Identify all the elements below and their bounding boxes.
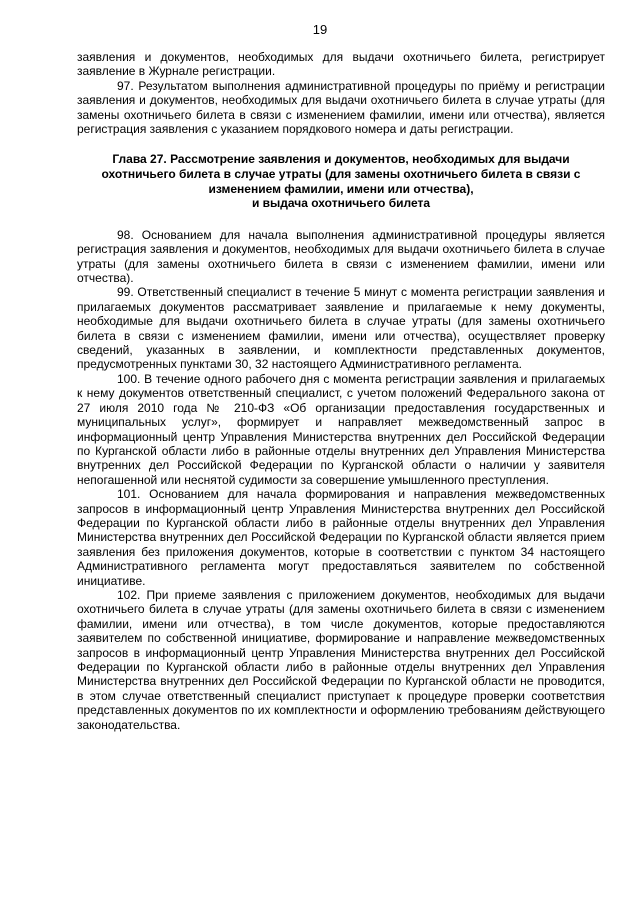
paragraph-97: 97. Результатом выполнения административной процедуры по приёму и регистрации заявления и документов, необходимых для выдачи охотничьего билета в случае утраты (для замены охотничьего билета в связи с изменением фамилии, имени или отчества), является регистрация заявления с указанием порядкового номера и даты регистрации. xyxy=(77,78,605,137)
chapter-heading-line: охотничьего билета в случае утраты (для замены охотничьего билета в связи с xyxy=(101,167,581,182)
chapter-heading-line: и выдача охотничьего билета xyxy=(251,196,431,211)
paragraph-98: 98. Основанием для начала выполнения административной процедуры является регистрация заявления и документов, необходимых для выдачи охотничьего билета в случае утраты (для замены охотничьего билета в связи с изменением фамилии, имени или отчества). xyxy=(77,227,605,286)
paragraph-100: 100. В течение одного рабочего дня с момента регистрации заявления и прилагаемых к нему документов ответственный специалист, с учетом положений Федерального закона от 27 июля 2010 года № 210-ФЗ «Об организации предоставления государственных и муниципальных услуг», формирует и направляет межведомственный запрос в информационный центр Управления Министерства внутренних дел Российской Федерации по Курганской области либо в районные отделы внутренних дел Управления Министерства внутренних дел Российской Федерации по Курганской области о наличии у заявителя непогашенной или неснятой судимости за совершение умышленного преступления. xyxy=(77,371,605,487)
page-content xyxy=(77,50,605,732)
paragraph-102: 102. При приеме заявления с приложением документов, необходимых для выдачи охотничьего билета в случае утраты (для замены охотничьего билета в связи с изменением фамилии, имени или отчества), в том числе документов, которые предоставляются заявителем по собственной инициативе, формирование и направление межведомственных запросов в информационный центр Управления Министерства внутренних дел Российской Федерации по Курганской области либо в районные отделы внутренних дел Управления Министерства внутренних дел Российской Федерации по Курганской области не проводится, в этом случае ответственный специалист приступает к процедуре проверки соответствия представленных документов по их комплектности и оформлению требованиям действующего законодательства. xyxy=(77,587,605,732)
chapter-heading-line: Глава 27. Рассмотрение заявления и документов, необходимых для выдачи xyxy=(112,152,570,167)
chapter-heading xyxy=(77,152,605,210)
paragraph-continuation: заявления и документов, необходимых для выдачи охотничьего билета, регистрирует заявление в Журнале регистрации. xyxy=(77,50,605,79)
chapter-heading-line: изменением фамилии, имени или отчества), xyxy=(208,181,474,196)
paragraph-99: 99. Ответственный специалист в течение 5 минут с момента регистрации заявления и прилагаемых документов рассматривает заявление и прилагаемые к нему документы, необходимые для выдачи охотничьего билета в случае утраты (для замены охотничьего билета в связи с изменением фамилии, имени или отчества), осуществляет проверку сведений, указанных в заявлении, и комплектности представленных документов, предусмотренных пунктами 30, 32 настоящего Административного регламента. xyxy=(77,285,605,372)
page-number: 19 xyxy=(312,22,328,37)
paragraph-101: 101. Основанием для начала формирования и направления межведомственных запросов в информационный центр Управления Министерства внутренних дел Российской Федерации по Курганской области либо в районные отделы внутренних дел Управления Министерства внутренних дел Российской Федерации по Курганской области является прием заявления без приложения документов, которые в соответствии с пунктом 34 настоящего Административного регламента могут предоставляться заявителем по собственной инициативе. xyxy=(77,487,605,588)
